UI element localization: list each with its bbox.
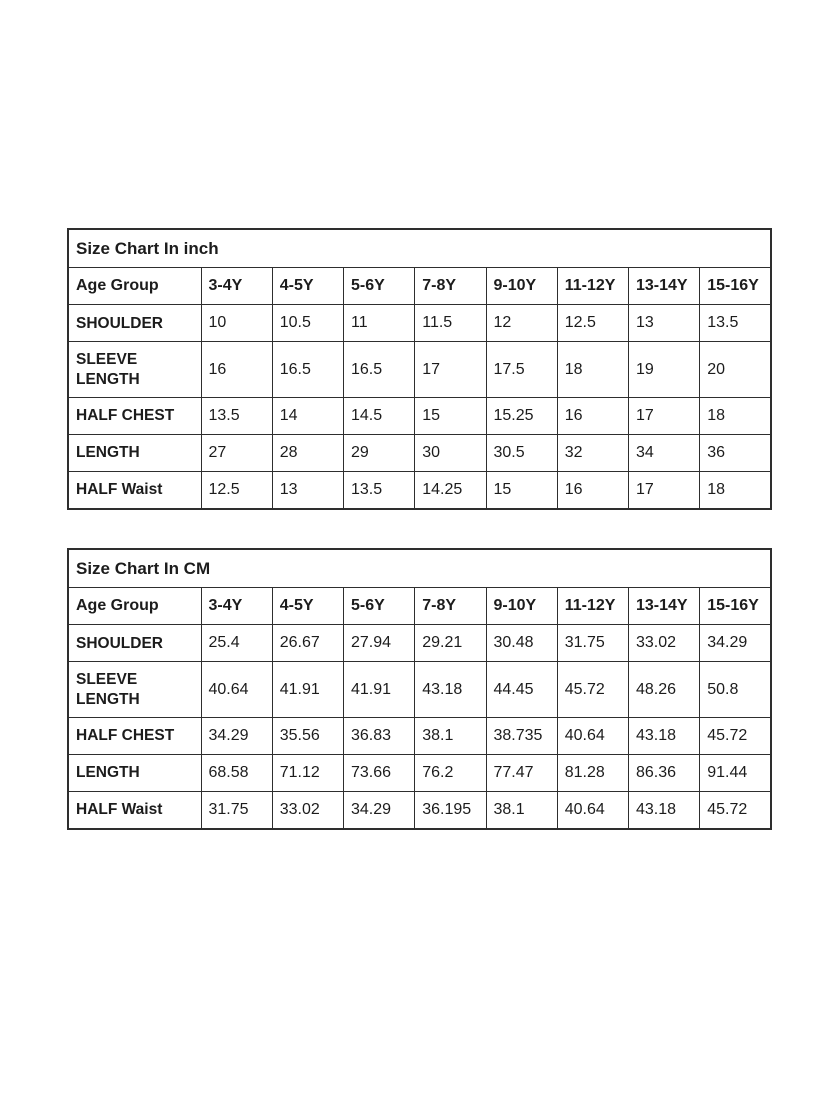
column-header: 7-8Y <box>415 588 486 625</box>
cell-value: 11.5 <box>415 305 486 342</box>
column-header: 15-16Y <box>700 588 771 625</box>
cell-value: 13.5 <box>201 398 272 435</box>
cell-value: 33.02 <box>272 792 343 830</box>
cell-value: 30.48 <box>486 625 557 662</box>
table-row <box>68 718 771 755</box>
table-title-row <box>68 549 771 588</box>
cell-value: 30.5 <box>486 435 557 472</box>
table-header-row <box>68 268 771 305</box>
size-table <box>67 228 772 510</box>
cell-value: 43.18 <box>629 718 700 755</box>
cell-value: 27.94 <box>344 625 415 662</box>
cell-value: 71.12 <box>272 755 343 792</box>
cell-value: 38.735 <box>486 718 557 755</box>
cell-value: 86.36 <box>629 755 700 792</box>
cell-value: 50.8 <box>700 662 771 718</box>
cell-value: 10.5 <box>272 305 343 342</box>
table-row <box>68 625 771 662</box>
row-label: LENGTH <box>68 435 201 472</box>
cell-value: 16.5 <box>344 342 415 398</box>
cell-value: 25.4 <box>201 625 272 662</box>
row-label: HALF CHEST <box>68 398 201 435</box>
column-header: 13-14Y <box>629 588 700 625</box>
cell-value: 18 <box>557 342 628 398</box>
table-row <box>68 792 771 830</box>
column-header: 11-12Y <box>557 588 628 625</box>
cell-value: 11 <box>344 305 415 342</box>
row-label: HALF CHEST <box>68 718 201 755</box>
cell-value: 18 <box>700 398 771 435</box>
table-row <box>68 305 771 342</box>
row-label: HALF Waist <box>68 472 201 510</box>
cell-value: 31.75 <box>201 792 272 830</box>
age-group-header: Age Group <box>68 588 201 625</box>
cell-value: 36.195 <box>415 792 486 830</box>
cell-value: 28 <box>272 435 343 472</box>
cell-value: 16 <box>201 342 272 398</box>
cell-value: 34 <box>629 435 700 472</box>
cell-value: 13.5 <box>700 305 771 342</box>
cell-value: 44.45 <box>486 662 557 718</box>
cell-value: 17.5 <box>486 342 557 398</box>
cell-value: 91.44 <box>700 755 771 792</box>
cell-value: 30 <box>415 435 486 472</box>
table-row <box>68 662 771 718</box>
row-label: SHOULDER <box>68 305 201 342</box>
cell-value: 13 <box>272 472 343 510</box>
table-header-row <box>68 588 771 625</box>
size-table-inch <box>67 228 770 510</box>
table-row <box>68 755 771 792</box>
cell-value: 10 <box>201 305 272 342</box>
cell-value: 81.28 <box>557 755 628 792</box>
cell-value: 14 <box>272 398 343 435</box>
row-label: HALF Waist <box>68 792 201 830</box>
cell-value: 68.58 <box>201 755 272 792</box>
cell-value: 29.21 <box>415 625 486 662</box>
cell-value: 35.56 <box>272 718 343 755</box>
cell-value: 31.75 <box>557 625 628 662</box>
column-header: 13-14Y <box>629 268 700 305</box>
column-header: 4-5Y <box>272 268 343 305</box>
cell-value: 34.29 <box>201 718 272 755</box>
cell-value: 12.5 <box>201 472 272 510</box>
cell-value: 12 <box>486 305 557 342</box>
cell-value: 34.29 <box>700 625 771 662</box>
cell-value: 17 <box>629 398 700 435</box>
column-header: 7-8Y <box>415 268 486 305</box>
row-label: SLEEVE LENGTH <box>68 662 201 718</box>
cell-value: 43.18 <box>415 662 486 718</box>
cell-value: 40.64 <box>557 792 628 830</box>
cell-value: 17 <box>415 342 486 398</box>
cell-value: 48.26 <box>629 662 700 718</box>
cell-value: 16 <box>557 472 628 510</box>
cell-value: 14.25 <box>415 472 486 510</box>
table-title: Size Chart In inch <box>68 229 771 268</box>
column-header: 3-4Y <box>201 588 272 625</box>
cell-value: 19 <box>629 342 700 398</box>
cell-value: 15.25 <box>486 398 557 435</box>
column-header: 5-6Y <box>344 588 415 625</box>
cell-value: 76.2 <box>415 755 486 792</box>
column-header: 9-10Y <box>486 588 557 625</box>
cell-value: 27 <box>201 435 272 472</box>
table-title-row <box>68 229 771 268</box>
cell-value: 38.1 <box>486 792 557 830</box>
cell-value: 16.5 <box>272 342 343 398</box>
cell-value: 13 <box>629 305 700 342</box>
table-row <box>68 472 771 510</box>
table-row <box>68 398 771 435</box>
column-header: 3-4Y <box>201 268 272 305</box>
cell-value: 12.5 <box>557 305 628 342</box>
cell-value: 38.1 <box>415 718 486 755</box>
cell-value: 41.91 <box>272 662 343 718</box>
cell-value: 26.67 <box>272 625 343 662</box>
cell-value: 20 <box>700 342 771 398</box>
column-header: 9-10Y <box>486 268 557 305</box>
cell-value: 32 <box>557 435 628 472</box>
cell-value: 77.47 <box>486 755 557 792</box>
cell-value: 16 <box>557 398 628 435</box>
cell-value: 34.29 <box>344 792 415 830</box>
table-row <box>68 342 771 398</box>
column-header: 11-12Y <box>557 268 628 305</box>
row-label: LENGTH <box>68 755 201 792</box>
cell-value: 33.02 <box>629 625 700 662</box>
cell-value: 17 <box>629 472 700 510</box>
cell-value: 29 <box>344 435 415 472</box>
cell-value: 40.64 <box>201 662 272 718</box>
column-header: 5-6Y <box>344 268 415 305</box>
cell-value: 18 <box>700 472 771 510</box>
row-label: SLEEVE LENGTH <box>68 342 201 398</box>
cell-value: 45.72 <box>700 718 771 755</box>
size-table-cm <box>67 548 770 830</box>
size-table <box>67 548 772 830</box>
cell-value: 41.91 <box>344 662 415 718</box>
cell-value: 43.18 <box>629 792 700 830</box>
cell-value: 45.72 <box>557 662 628 718</box>
table-row <box>68 435 771 472</box>
cell-value: 13.5 <box>344 472 415 510</box>
cell-value: 15 <box>415 398 486 435</box>
table-title: Size Chart In CM <box>68 549 771 588</box>
age-group-header: Age Group <box>68 268 201 305</box>
column-header: 4-5Y <box>272 588 343 625</box>
cell-value: 73.66 <box>344 755 415 792</box>
cell-value: 36 <box>700 435 771 472</box>
row-label: SHOULDER <box>68 625 201 662</box>
cell-value: 36.83 <box>344 718 415 755</box>
column-header: 15-16Y <box>700 268 771 305</box>
cell-value: 40.64 <box>557 718 628 755</box>
cell-value: 14.5 <box>344 398 415 435</box>
cell-value: 15 <box>486 472 557 510</box>
cell-value: 45.72 <box>700 792 771 830</box>
